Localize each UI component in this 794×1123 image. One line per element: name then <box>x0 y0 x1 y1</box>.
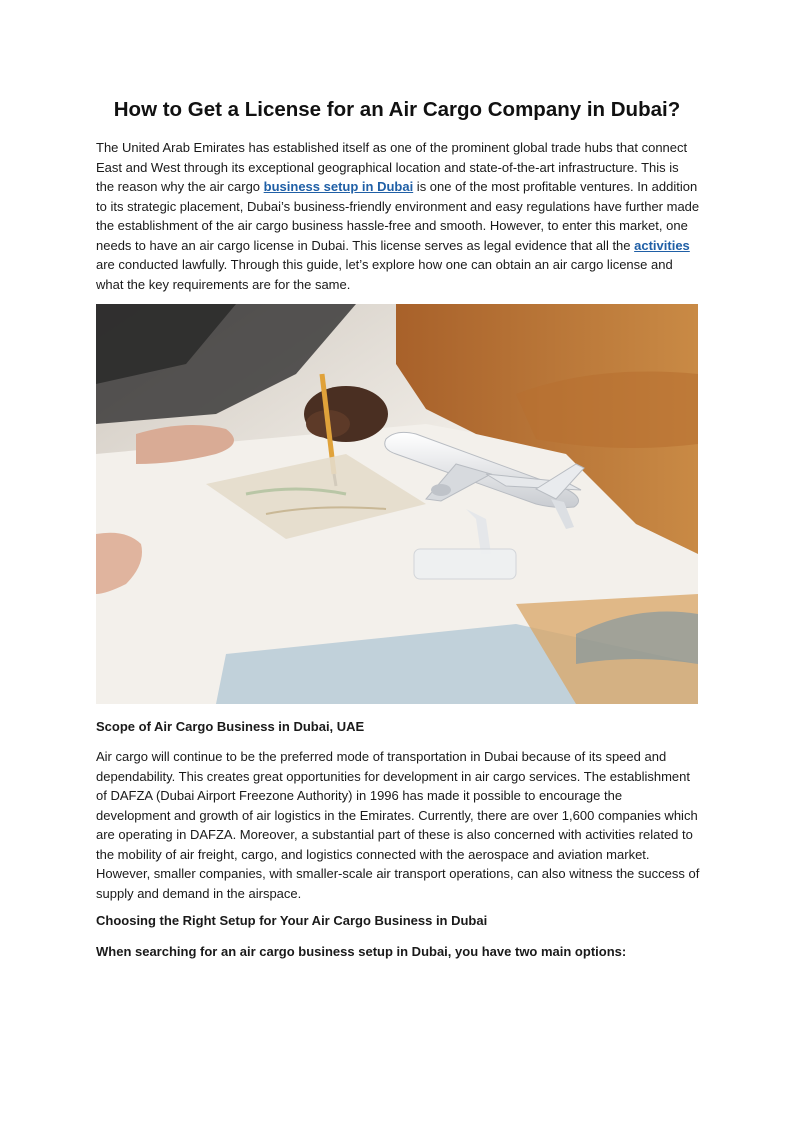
intro-text-2: is one of the most profitable ventures. In addition to its strategic placement, Dubai’s business-friendly environment and easy regulations have further made the establishment of the air cargo business hassle-free and smooth. However, to enter this market, one needs to have an air cargo license in Dubai. This license serves as legal evidence that all the <box>96 179 700 253</box>
airplane-model-photo <box>96 304 698 704</box>
page-title: How to Get a License for an Air Cargo Company in Dubai? <box>113 98 681 121</box>
activities-link[interactable]: activities <box>634 237 690 253</box>
intro-text-3: are conducted lawfully. Through this guide, let’s explore how one can obtain an air cargo license and what the key requirements are for the same. <box>96 257 673 292</box>
intro-paragraph <box>96 138 700 294</box>
intro-text-1: The United Arab Emirates has established itself as one of the prominent global trade hubs that connect East and West through its exceptional geographical location and state-of-the-art infrastructure. This is the reason why the air cargo <box>96 140 688 194</box>
business-setup-link[interactable]: business setup in Dubai <box>263 179 414 194</box>
options-heading: When searching for an air cargo business setup in Dubai, you have two main options: <box>96 944 627 959</box>
setup-heading: Choosing the Right Setup for Your Air Cargo Business in Dubai <box>96 913 488 928</box>
scope-heading: Scope of Air Cargo Business in Dubai, UAE <box>96 719 365 734</box>
scope-paragraph: Air cargo will continue to be the preferred mode of transportation in Dubai because of its speed and dependability. This creates great opportunities for development in air cargo services. The establishment of DAFZA (Dubai Airport Freezone Authority) in 1996 has made it possible to encourage the development and growth of air logistics in the Emirates. Currently, there are over 1,600 companies which are operating in DAFZA. Moreover, a substantial part of these is also concerned with activities related to the mobility of air freight, cargo, and logistics connected with the aerospace and aviation market. However, smaller companies, with smaller-scale air transport operations, can also witness the success of supply and demand in the airspace. <box>96 749 700 901</box>
